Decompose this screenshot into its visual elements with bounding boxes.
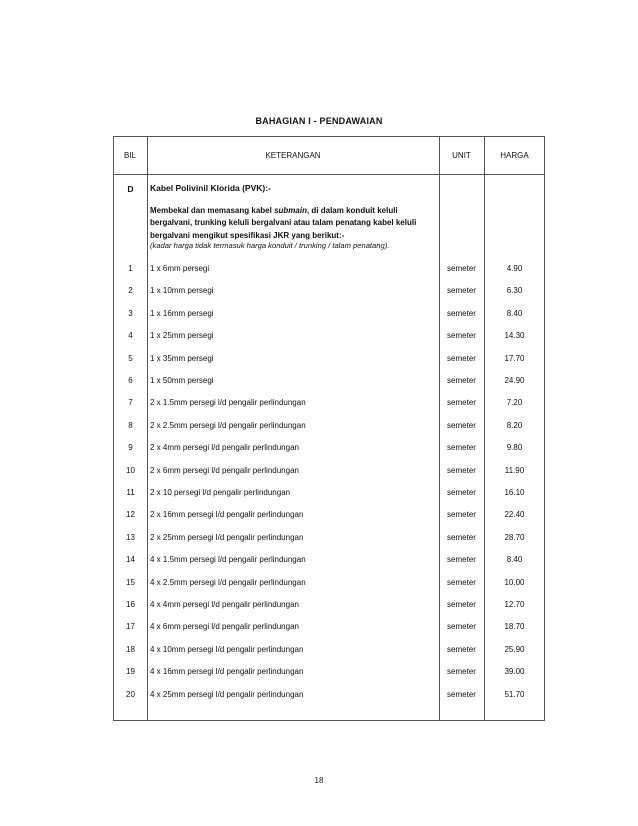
row-unit: semeter — [447, 420, 476, 430]
row-unit: semeter — [447, 465, 476, 475]
row-unit: semeter — [447, 376, 476, 385]
row-number: 16 — [126, 600, 135, 609]
row-number: 11 — [126, 488, 135, 497]
section-title: Kabel Polivinil Klorida (PVK):- — [150, 183, 271, 193]
row-number: 18 — [126, 644, 135, 654]
row-unit: semeter — [447, 689, 476, 699]
row-number: 1 — [128, 264, 133, 273]
header-keterangan: KETERANGAN — [265, 151, 321, 160]
header-unit: UNIT — [452, 151, 471, 160]
section-description-start: Membekal dan memasang kabel — [150, 206, 275, 215]
row-description: 1 x 50mm persegi — [150, 376, 214, 385]
row-price: 39.00 — [504, 667, 525, 677]
row-unit: semeter — [447, 398, 476, 408]
table-row — [114, 487, 546, 501]
row-price: 22.40 — [504, 510, 525, 520]
row-unit: semeter — [447, 622, 476, 632]
table-row — [114, 263, 546, 277]
table-row — [114, 285, 546, 299]
row-number: 5 — [128, 353, 133, 363]
table-row — [114, 308, 546, 322]
row-number: 9 — [128, 443, 133, 453]
row-number: 10 — [126, 465, 135, 475]
row-number: 19 — [126, 667, 135, 677]
row-number: 2 — [128, 286, 133, 296]
row-description: 2 x 2.5mm persegi l/d pengalir perlindungan — [150, 420, 306, 430]
row-unit: semeter — [447, 308, 476, 318]
row-number: 7 — [128, 398, 133, 408]
row-price: 8.40 — [506, 308, 523, 318]
row-unit: semeter — [447, 600, 476, 609]
row-price: 17.70 — [504, 353, 525, 363]
row-unit: semeter — [447, 331, 476, 341]
row-price: 4.90 — [506, 264, 523, 273]
table-row — [114, 577, 546, 591]
row-description: 4 x 6mm persegi l/d pengalir perlindungan — [150, 622, 299, 632]
row-number: 8 — [128, 420, 133, 430]
row-price: 18.70 — [504, 622, 525, 632]
table-row — [114, 465, 546, 479]
table-row — [114, 397, 546, 411]
section-description-end: , di dalam konduit keluli bergalvani, trunking keluli bergalvani atau talam penatang kabel keluli bergalvani mengikut spesifikasi JKR yang berikut:- — [150, 206, 417, 240]
row-description: 1 x 16mm persegi — [150, 308, 214, 318]
row-number: 14 — [126, 555, 135, 565]
row-price: 7.20 — [506, 398, 523, 408]
table-row — [114, 621, 546, 635]
row-price: 28.70 — [504, 532, 525, 542]
table-row — [114, 599, 546, 613]
row-number: 17 — [126, 622, 135, 632]
row-price: 10.00 — [504, 577, 525, 587]
row-description: 4 x 25mm persegi l/d pengalir perlindungan — [150, 689, 304, 699]
row-description: 4 x 16mm persegi l/d pengalir perlindungan — [150, 667, 304, 677]
page-number: 18 — [314, 776, 324, 785]
row-price: 25.90 — [504, 644, 525, 654]
row-price: 14.30 — [504, 331, 525, 341]
row-description: 1 x 6mm persegi — [150, 264, 210, 273]
table-row — [114, 532, 546, 546]
row-unit: semeter — [447, 264, 476, 273]
row-price: 51.70 — [504, 689, 525, 699]
row-price: 8.40 — [506, 555, 523, 565]
row-unit: semeter — [447, 577, 476, 587]
table-row — [114, 666, 546, 680]
row-number: 20 — [126, 689, 135, 699]
row-number: 13 — [126, 532, 135, 542]
page-title: BAHAGIAN I - PENDAWAIAN — [255, 116, 383, 126]
table-row — [114, 375, 546, 389]
row-unit: semeter — [447, 488, 476, 497]
row-unit: semeter — [447, 510, 476, 520]
table-row — [114, 353, 546, 367]
row-number: 3 — [128, 308, 133, 318]
row-number: 4 — [128, 331, 133, 341]
row-price: 11.90 — [504, 465, 525, 475]
row-unit: semeter — [447, 532, 476, 542]
row-number: 15 — [126, 577, 135, 587]
row-number: 6 — [128, 376, 133, 385]
row-unit: semeter — [447, 353, 476, 363]
row-number: 12 — [126, 510, 135, 520]
header-harga: HARGA — [500, 151, 529, 160]
section-code: D — [127, 184, 134, 194]
table-row — [114, 420, 546, 434]
table-row — [114, 644, 546, 658]
row-description: 2 x 10 persegi l/d pengalir perlindungan — [150, 488, 291, 497]
row-unit: semeter — [447, 667, 476, 677]
row-description: 4 x 10mm persegi l/d pengalir perlindungan — [150, 644, 304, 654]
row-description: 1 x 10mm persegi — [150, 286, 214, 296]
header-bil: BIL — [124, 151, 137, 160]
row-price: 24.90 — [504, 376, 525, 385]
header-divider — [114, 174, 544, 175]
table-row — [114, 509, 546, 523]
row-description: 4 x 4mm persegi l/d pengalir perlindungan — [150, 600, 299, 609]
section-description — [150, 205, 438, 242]
row-description: 2 x 1.5mm persegi l/d pengalir perlindungan — [150, 398, 306, 408]
row-price: 16.10 — [504, 488, 525, 497]
row-price: 8.20 — [506, 420, 523, 430]
row-description: 2 x 25mm persegi l/d pengalir perlindungan — [150, 532, 304, 542]
row-unit: semeter — [447, 555, 476, 565]
row-unit: semeter — [447, 443, 476, 453]
section-description-italic: submain — [274, 206, 307, 215]
row-description: 4 x 2.5mm persegi l/d pengalir perlindungan — [150, 577, 306, 587]
row-description: 2 x 16mm persegi l/d pengalir perlindungan — [150, 510, 304, 520]
row-description: 1 x 35mm persegi — [150, 353, 214, 363]
row-unit: semeter — [447, 286, 476, 296]
section-note: (kadar harga tidak termasuk harga konduit / trunking / talam penatang). — [150, 241, 390, 250]
row-price: 12.70 — [504, 600, 525, 609]
row-unit: semeter — [447, 644, 476, 654]
row-description: 1 x 25mm persegi — [150, 331, 214, 341]
row-description: 4 x 1.5mm persegi l/d pengalir perlindungan — [150, 555, 306, 565]
row-price: 9.80 — [506, 443, 523, 453]
row-price: 6.30 — [506, 286, 523, 296]
table-row — [114, 554, 546, 568]
row-description: 2 x 4mm persegi l/d pengalir perlindungan — [150, 443, 299, 453]
price-table — [113, 136, 545, 721]
table-row — [114, 330, 546, 344]
table-row — [114, 442, 546, 456]
row-description: 2 x 6mm persegi l/d pengalir perlindungan — [150, 465, 299, 475]
table-row — [114, 689, 546, 703]
